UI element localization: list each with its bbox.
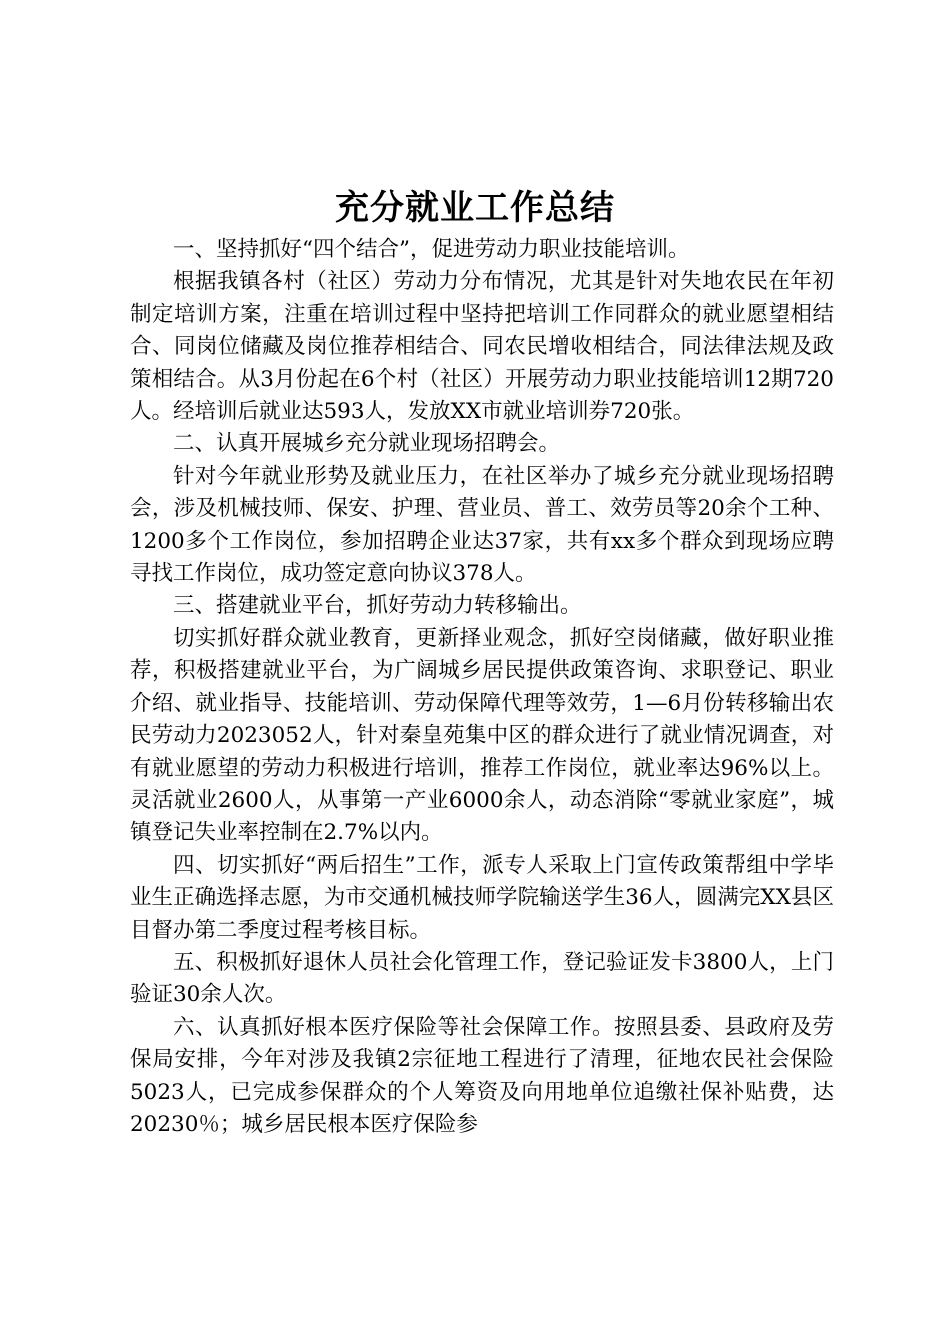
section-heading-1: 一、坚持抓好“四个结合”，促进劳动力职业技能培训。 [173, 237, 690, 262]
paragraph-4: 四、切实抓好“两后招生”工作，派专人采取上门宣传政策帮组中学毕业生正确选择志愿，为市交通机械技师学院输送学生36人，圆满完XX县区目督办第二季度过程考核目标。 [130, 852, 834, 943]
paragraph-3: 切实抓好群众就业教育，更新择业观念，抓好空岗储藏，做好职业推荐，积极搭建就业平台，为广阔城乡居民提供政策咨询、求职登记、职业介绍、就业指导、技能培训、劳动保障代理等效劳，1—6月份转移输出农民劳动力2023052人，针对秦皇苑集中区的群众进行了就业情况调查，对有就业愿望的劳动力积极进行培训，推荐工作岗位，就业率达96%以上。灵活就业2600人，从事第一产业6000余人，动态消除“零就业家庭”，城镇登记失业率控制在2.7%以内。 [130, 625, 834, 846]
section-heading-3: 三、搭建就业平台，抓好劳动力转移输出。 [173, 593, 582, 619]
paragraph-1: 根据我镇各村（社区）劳动力分布情况，尤其是针对失地农民在年初制定培训方案，注重在培训过程中坚持把培训工作同群众的就业愿望相结合、同岗位储藏及岗位推荐相结合、同农民增收相结合，同法律法规及政策相结合。从3月份起在6个村（社区）开展劳动力职业技能培训12期720人。经培训后就业达593人，发放XX市就业培训券720张。 [130, 269, 834, 425]
section-heading-2: 二、认真开展城乡充分就业现场招聘会。 [173, 431, 561, 457]
paragraph-2: 针对今年就业形势及就业压力，在社区举办了城乡充分就业现场招聘会，涉及机械技师、保安、护理、营业员、普工、效劳员等20余个工种、1200多个工作岗位，参加招聘企业达37家，共有xx多个群众到现场应聘寻找工作岗位，成功签定意向协议378人。 [130, 463, 834, 587]
paragraph-5: 五、积极抓好退休人员社会化管理工作，登记验证发卡3800人，上门验证30余人次。 [130, 949, 834, 1008]
document-title: 充分就业工作总结 [335, 188, 615, 228]
paragraph-6: 六、认真抓好根本医疗保险等社会保障工作。按照县委、县政府及劳保局安排，今年对涉及我镇2宗征地工程进行了清理，征地农民社会保险5023人，已完成参保群众的个人筹资及向用地单位追缴社保补贴费，达20230％；城乡居民根本医疗保险参 [130, 1014, 834, 1137]
document-body [130, 234, 834, 1141]
